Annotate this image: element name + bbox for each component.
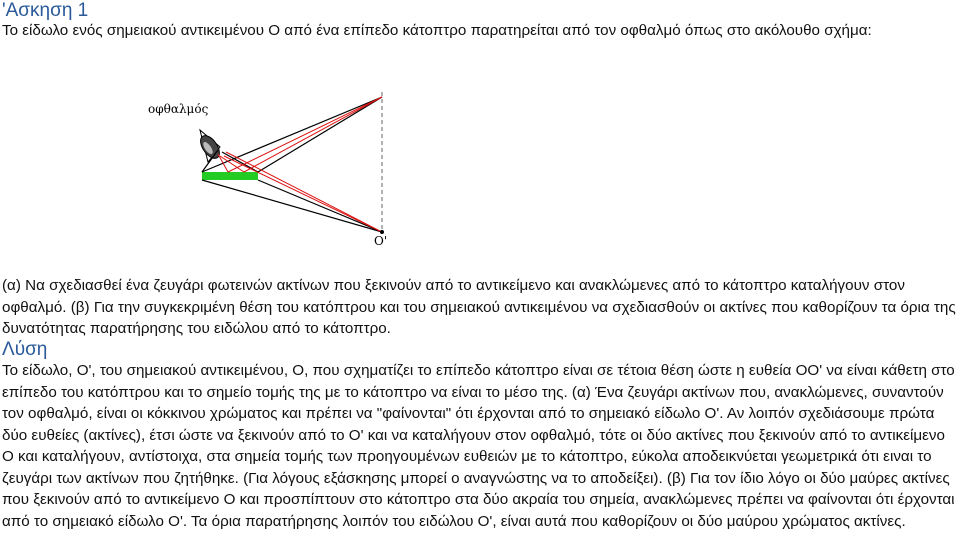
- question-text: (α) Να σχεδιασθεί ένα ζευγάρι φωτεινών ακτίνων που ξεκινούν από το αντικείμενο και ανακλώμενες από το κάτοπτρο καταλήγουν στον οφθαλμό. (β) Για την συγκεκριμένη θέση του κατόπτρου και του σημειακού αντικειμένου να σχεδιασθούν οι ακτίνες που καθορίζουν τα όρια της δυνατότητας παρατήρησης του ειδώλου από το κάτοπτρο.: [2, 277, 956, 337]
- exercise-title: 'Ασκηση 1: [2, 0, 89, 21]
- intro-text: Το είδωλο ενός σημειακού αντικειμένου Ο από ένα επίπεδο κάτοπτρο παρατηρείται από τον οφθαλμό όπως στο ακόλουθο σχήμα:: [2, 22, 872, 39]
- solution-text: Το είδωλο, Ο', του σημειακού αντικειμένου, Ο, που σχηματίζει το επίπεδο κάτοπτρο είναι σε τέτοια θέση ώστε η ευθεία ΟΟ' να είναι κάθετη στο επίπεδο του κατόπτρου και το σημείο τομής της με το κάτοπτρο να είναι το μέσο της. (α) Ένα ζευγάρι ακτίνων που, ανακλώμενες, συναντούν τον οφθαλμό, είναι οι κόκκινου χρώματος και πρέπει να "φαίνονται" ότι έρχονται από το σημειακό είδωλο Ο'. Αν λοιπόν σχεδιάσουμε πρώτα δύο ευθείες (ακτίνες), έτσι ώστε να ξεκινούν από το Ο' και να καταλήγουν στον οφθαλμό, τότε οι δύο ακτίνες που ξεκινούν από το αντικείμενο Ο και καταλήγουν, αντίστοιχα, στα σημεία τομής των προηγουμένων ευθειών με το κάτοπτρο, εύκολα αποδεικνύεται γεωμετρικά ότι ειναι το ζευγάρι των ακτίνων που ζητήθηκε. (Για λόγους εξάσκησης μπορεί ο αναγνώστης να το αποδείξει). (β) Για τον ίδιο λόγο οι δύο μαύρες ακτίνες που ξεκινούν από το αντικείμενο Ο και προσπίπτουν στο κάτοπτρο στα δύο ακραία του σημεία, ανακλώμενες πρέπει να φαίνονται ότι έρχονται από το σημειακό είδωλο Ο'. Τα όρια παρατήρησης λοιπόν του ειδώλου Ο', είναι αυτά που καθορίζουν οι δύο μαύρου χρώματος ακτίνες.: [2, 362, 955, 530]
- mirror-diagram-svg: [140, 92, 400, 250]
- image-label: O': [374, 234, 388, 248]
- red-rays: [218, 97, 382, 232]
- solution-heading: Λύση: [2, 339, 48, 360]
- eye-label: οφθαλμός: [148, 102, 209, 116]
- mirror: [202, 172, 258, 180]
- black-rays: [202, 97, 382, 232]
- mirror-diagram: [140, 92, 400, 250]
